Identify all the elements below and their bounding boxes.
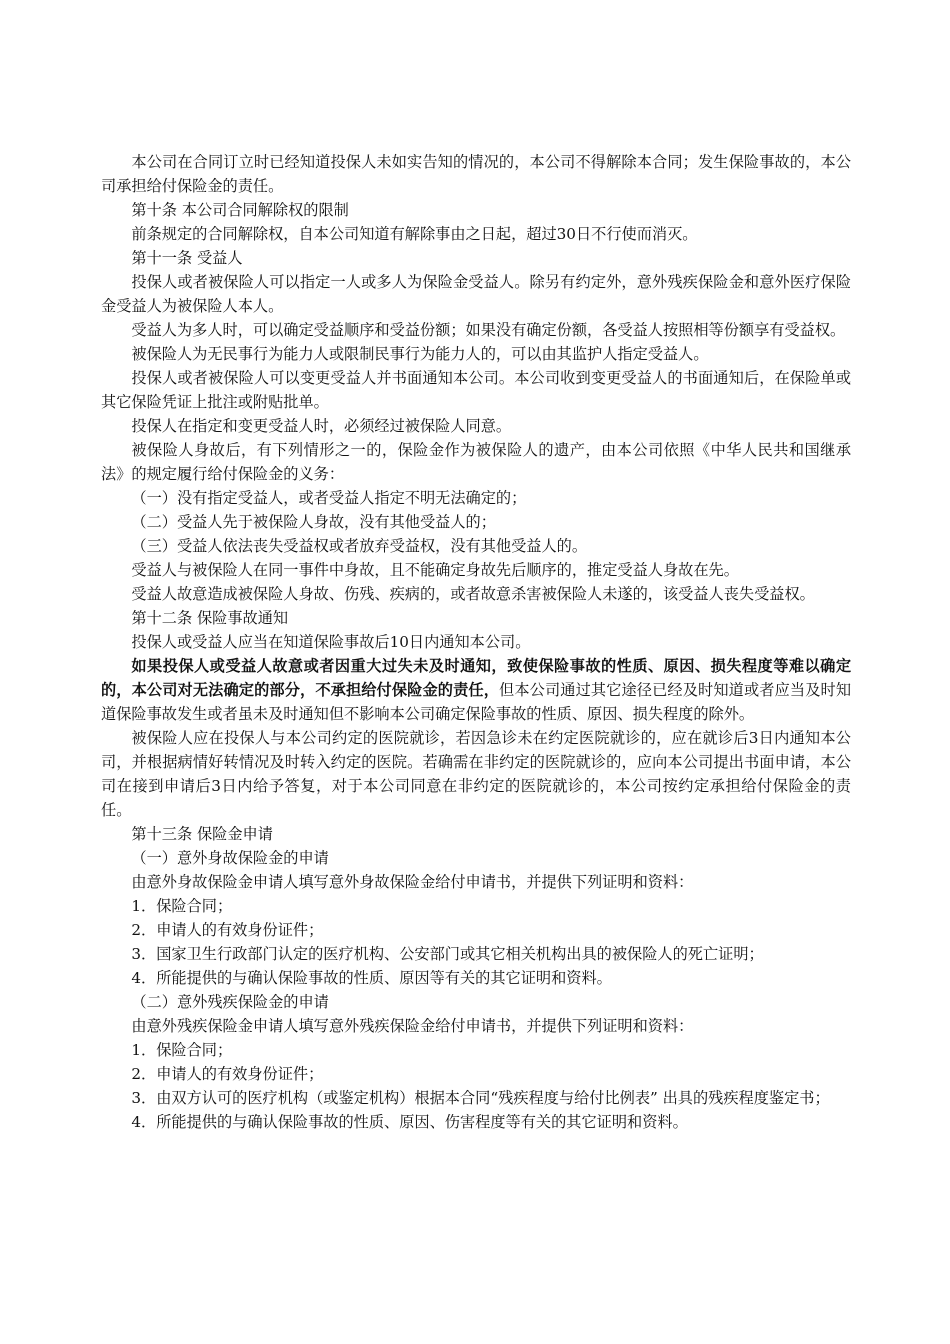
subsection-heading: （二）意外残疾保险金的申请 [131, 993, 329, 1011]
list-item: 3．由双方认可的医疗机构（或鉴定机构）根据本合同“残疾程度与给付比例表” 出具的残疾程度鉴定书； [131, 1089, 830, 1107]
clause-continuation: 但本公司通过其它途径已经及时知道或者应当及时知道保险事故发生或者虽未及时通知但不影响本公司确定保险事故的性质、原因、损失程度的除外。 [101, 681, 852, 723]
paragraph: 由意外身故保险金申请人填写意外身故保险金给付申请书，并提供下列证明和资料： [131, 873, 694, 891]
article-10-heading: 第十条 本公司合同解除权的限制 [131, 201, 349, 219]
paragraph: 被保险人应在投保人与本公司约定的医院就诊，若因急诊未在约定医院就诊的，应在就诊后3日内通知本公司，并根据病情好转情况及时转入约定的医院。若确需在非约定的医院就诊的，应向本公司提出书面申请，本公司在接到申请后3日内给予答复，对于本公司同意在非约定的医院就诊的，本公司按约定承担给付保险金的责任。 [101, 729, 851, 819]
paragraph-bold-clause [101, 654, 851, 726]
list-item: 3．国家卫生行政部门认定的医疗机构、公安部门或其它相关机构出具的被保险人的死亡证明； [131, 945, 764, 963]
paragraph: 受益人故意造成被保险人身故、伤残、疾病的，或者故意杀害被保险人未遂的，该受益人丧失受益权。 [131, 585, 815, 603]
paragraph: 投保人在指定和变更受益人时，必须经过被保险人同意。 [131, 417, 512, 435]
paragraph: 被保险人身故后，有下列情形之一的，保险金作为被保险人的遗产，由本公司依照《中华人民共和国继承法》的规定履行给付保险金的义务： [101, 441, 851, 483]
paragraph: 前条规定的合同解除权，自本公司知道有解除事由之日起，超过30日不行使而消灭。 [131, 225, 698, 243]
document-body [101, 150, 851, 1134]
list-item: 4．所能提供的与确认保险事故的性质、原因等有关的其它证明和资料。 [131, 969, 612, 987]
list-item: 1．保险合同； [131, 1041, 233, 1059]
bold-clause: 如果投保人或受益人故意或者因重大过失未及时通知，致使保险事故的性质、原因、损失程度等难以确定的，本公司对无法确定的部分，不承担给付保险金的责任， [101, 657, 851, 699]
article-13-heading: 第十三条 保险金申请 [131, 825, 273, 843]
paragraph: 受益人为多人时，可以确定受益顺序和受益份额；如果没有确定份额，各受益人按照相等份额享有受益权。 [131, 321, 846, 339]
paragraph: 被保险人为无民事行为能力人或限制民事行为能力人的，可以由其监护人指定受益人。 [131, 345, 709, 363]
paragraph: 由意外残疾保险金申请人填写意外残疾保险金给付申请书，并提供下列证明和资料： [131, 1017, 694, 1035]
list-item: （一）没有指定受益人，或者受益人指定不明无法确定的； [131, 489, 527, 507]
list-item: 2．申请人的有效身份证件； [131, 921, 324, 939]
paragraph: 受益人与被保险人在同一事件中身故，且不能确定身故先后顺序的，推定受益人身故在先。 [131, 561, 739, 579]
article-11-heading: 第十一条 受益人 [131, 249, 243, 267]
list-item: （三）受益人依法丧失受益权或者放弃受益权，没有其他受益人的。 [131, 537, 588, 555]
list-item: 2．申请人的有效身份证件； [131, 1065, 324, 1083]
paragraph-notice-obligation: 本公司在合同订立时已经知道投保人未如实告知的情况的，本公司不得解除本合同；发生保险事故的，本公司承担给付保险金的责任。 [101, 153, 851, 195]
article-12-heading: 第十二条 保险事故通知 [131, 609, 289, 627]
list-item: （二）受益人先于被保险人身故，没有其他受益人的； [131, 513, 496, 531]
paragraph: 投保人或者被保险人可以指定一人或多人为保险金受益人。除另有约定外，意外残疾保险金和意外医疗保险金受益人为被保险人本人。 [101, 273, 851, 315]
list-item: 4．所能提供的与确认保险事故的性质、原因、伤害程度等有关的其它证明和资料。 [131, 1113, 688, 1131]
list-item: 1．保险合同； [131, 897, 233, 915]
paragraph: 投保人或受益人应当在知道保险事故后10日内通知本公司。 [131, 633, 531, 651]
subsection-heading: （一）意外身故保险金的申请 [131, 849, 329, 867]
paragraph: 投保人或者被保险人可以变更受益人并书面通知本公司。本公司收到变更受益人的书面通知后，在保险单或其它保险凭证上批注或附贴批单。 [101, 369, 851, 411]
